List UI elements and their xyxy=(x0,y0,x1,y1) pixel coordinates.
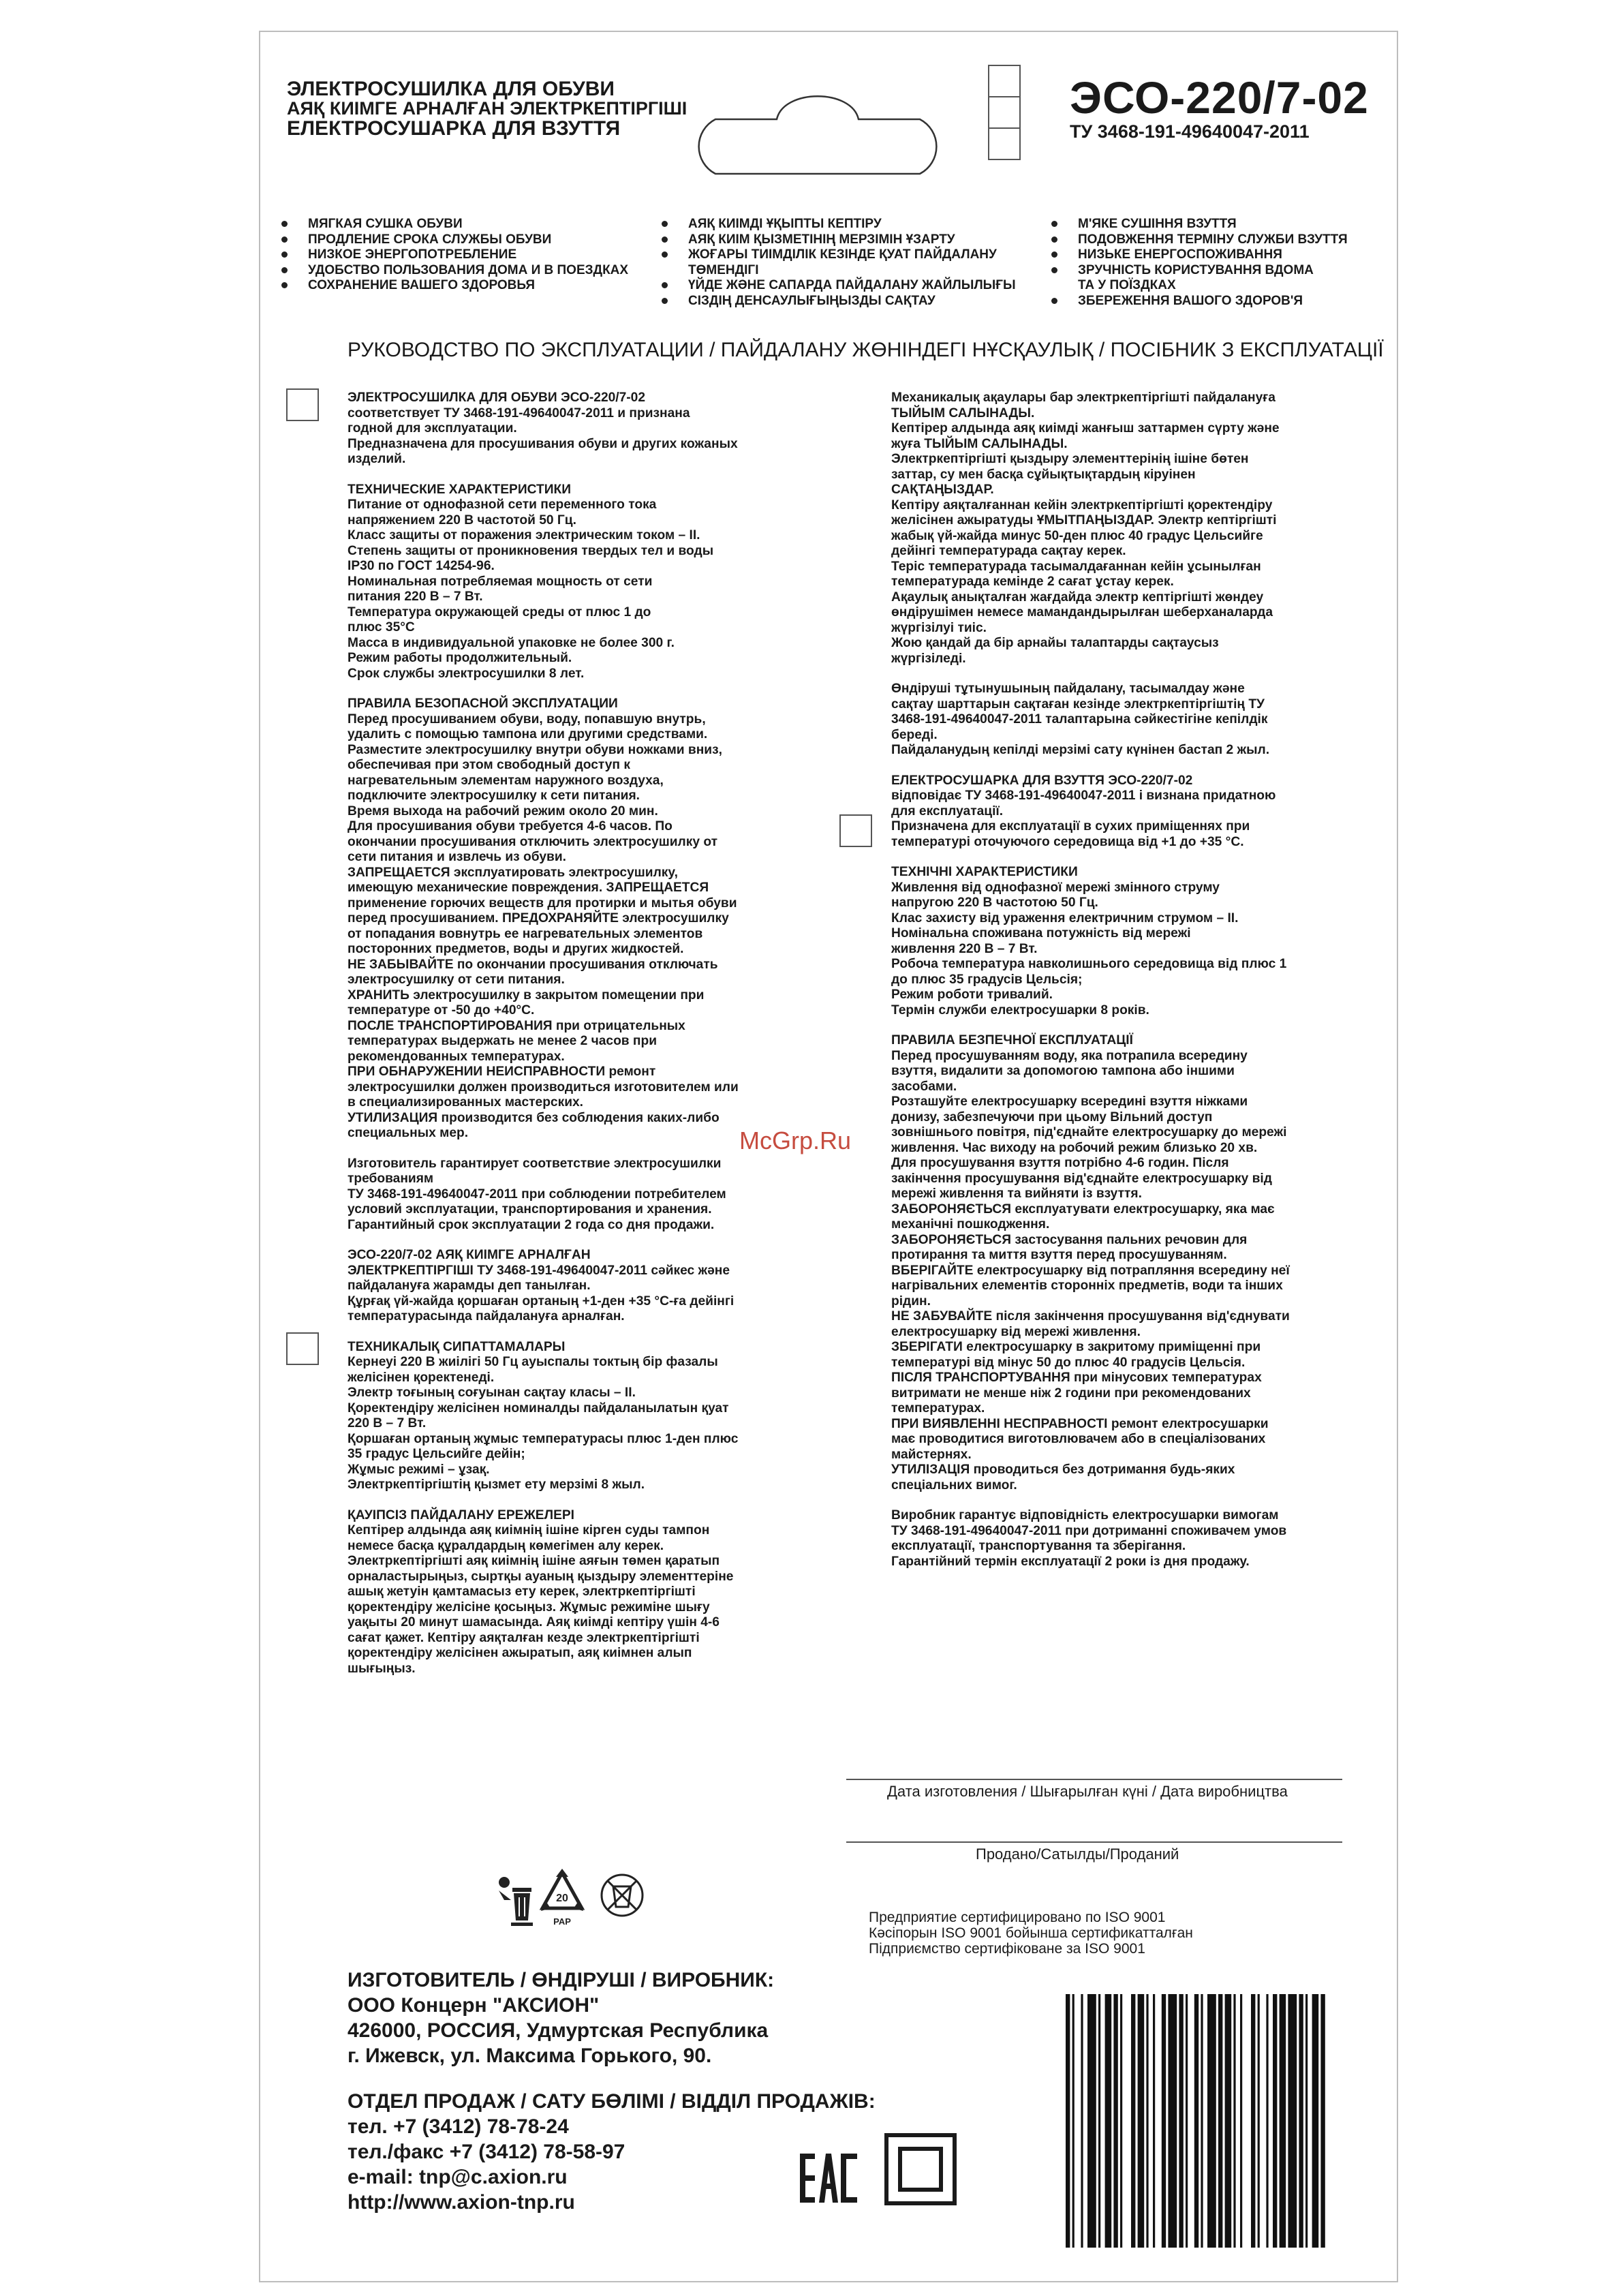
watermark: McGrp.Ru xyxy=(739,1127,852,1154)
text-line: НЕ ЗАБУВАЙТЕ після закінчення просушування від'єднувати xyxy=(891,1309,1290,1323)
text-line: температурі від мінус 50 до плюс 40 градусів Цельсія. xyxy=(891,1355,1246,1370)
text-line: Виробник гарантує відповідність електросушарки вимогам xyxy=(891,1508,1279,1522)
barcode-bar xyxy=(1207,1994,1216,2248)
barcode-bar xyxy=(1113,1994,1117,2248)
feature-item: СОХРАНЕНИЕ ВАШЕГО ЗДОРОВЬЯ xyxy=(279,278,628,294)
text-line: желісінен қоректенеді. xyxy=(347,1370,495,1385)
text-line: жүргізілуі тиіс. xyxy=(891,620,987,635)
title-kz: АЯҚ КИІМГЕ АРНАЛҒАН ЭЛЕКТРКЕПТІРГІШІ xyxy=(287,98,687,119)
text-line: до плюс 35 градусів Цельсія; xyxy=(891,972,1083,987)
paragraph-gap xyxy=(891,1493,1334,1508)
text-line: сети питания и извлечь из обуви. xyxy=(347,850,566,864)
text-line: Өндіруші тұтынушының пайдалану, тасымалдау және xyxy=(891,682,1245,696)
text-line: Розташуйте електросушарку всередині взуття ніжками xyxy=(891,1095,1248,1109)
text-line: Разместите электросушилку внутри обуви ножками вниз, xyxy=(347,742,722,757)
text-line: температурада кемінде 2 сағат ұстау керек. xyxy=(891,575,1174,589)
tu-number: ТУ 3468-191-49640047-2011 xyxy=(1070,121,1310,142)
text-line: Кептірер алдында аяқ киімнің ішіне кірген суды тампон xyxy=(347,1523,710,1537)
text-line: температуре от -50 до +40°С. xyxy=(347,1003,535,1017)
text-line: Предназначена для просушивания обуви и других кожаных xyxy=(347,436,738,451)
barcode-bar xyxy=(1201,1994,1203,2248)
text-line: 35 градус Цельсийге дейін; xyxy=(347,1447,525,1461)
text-line: ТЫЙЫМ САЛЫНАДЫ. xyxy=(891,405,1035,420)
feature-item: ҮЙДЕ ЖӘНЕ САПАРДА ПАЙДАЛАНУ ЖАЙЛЫЛЫҒЫ xyxy=(660,278,1016,294)
text-line: Ақаулық анықталған жағдайда электр кептіргішті жөндеу xyxy=(891,590,1264,604)
barcode-bar xyxy=(1186,1994,1188,2248)
text-line: закінчення просушування від'єднайте електросушарку від xyxy=(891,1171,1272,1186)
text-line: қоректендіру желісіне қосыңыз. Жұмыс режиміне шығу xyxy=(347,1599,710,1614)
text-line: обеспечивая при этом свободный доступ к xyxy=(347,758,630,772)
text-line: применение горючих веществ для протирки и мытья обуви xyxy=(347,896,737,910)
text-line: изделий. xyxy=(347,452,406,466)
text-line: САҚТАҢЫЗДАР. xyxy=(891,483,994,497)
feature-item: ТА У ПОЇЗДКАХ xyxy=(1078,278,1176,292)
text-line: Масса в индивидуальной упаковке не более 300 г. xyxy=(347,635,675,650)
text-line: имеющую механические повреждения. ЗАПРЕЩАЕТСЯ xyxy=(347,881,709,895)
recycle-number: 20 xyxy=(556,1893,568,1904)
text-line: живлення. Час виходу на робочий режим близько 20 хв. xyxy=(891,1140,1258,1155)
barcode-bar xyxy=(1072,1994,1075,2248)
text-line: немесе басқа құралдардың көмегімен алу керек. xyxy=(347,1538,664,1553)
date-label: Дата изготовления / Шығарылған күні / Дата виробництва xyxy=(887,1783,1288,1800)
barcode-bar xyxy=(1168,1994,1177,2248)
text-line: взуття, видалити за допомогою тампона або іншими xyxy=(891,1064,1235,1078)
barcode-bar xyxy=(1320,1994,1325,2248)
barcode-bar xyxy=(1138,1994,1145,2248)
paragraph-gap xyxy=(891,759,1334,774)
manufacturer-line: 426000, РОССИЯ, Удмуртская Республика xyxy=(347,2019,769,2042)
paragraph-gap xyxy=(891,1018,1334,1033)
text-line: напругою 220 В частотою 50 Гц. xyxy=(891,896,1098,910)
text-line: 220 В – 7 Вт. xyxy=(347,1416,427,1430)
text-line: ПРИ ВИЯВЛЕННІ НЕСПРАВНОСТІ ремонт електросушарки xyxy=(891,1416,1269,1431)
manufacturer-line: г. Ижевск, ул. Максима Горького, 90. xyxy=(347,2045,712,2067)
feature-item: ПРОДЛЕНИЕ СРОКА СЛУЖБЫ ОБУВИ xyxy=(279,232,628,248)
text-line: электросушилку от сети питания. xyxy=(347,973,565,987)
text-line: НЕ ЗАБЫВАЙТЕ по окончании просушивания отключать xyxy=(347,957,718,972)
barcode-bar xyxy=(1312,1994,1319,2248)
barcode-bar xyxy=(1162,1994,1166,2248)
text-line: жабық үй-жайда минус 50-ден плюс 40 градус Цельсийге xyxy=(891,528,1263,543)
feature-item: СІЗДІҢ ДЕНСАУЛЫҒЫҢЫЗДЫ САҚТАУ xyxy=(660,294,1016,309)
text-line: Электркептіргіштің қызмет ету мерзімі 8 жыл. xyxy=(347,1478,645,1492)
text-line: қоректендіру желісінен ажыратып, аяқ киімнен алып xyxy=(347,1646,692,1660)
text-line: зовнішнього повітря, під'єднайте електросушарку до мережі xyxy=(891,1125,1287,1139)
paragraph-gap xyxy=(891,850,1334,865)
text-line: мережі живлення та вийняти із взуття. xyxy=(891,1187,1142,1201)
sales-line: тел. +7 (3412) 78-78-24 xyxy=(347,2115,569,2138)
text-line: сақтау шарттарын сақтаған кезінде электркептіргіштің ТУ xyxy=(891,697,1265,711)
text-line: Класс защиты от поражения электрическим током – II. xyxy=(347,528,700,542)
paragraph-gap xyxy=(347,1142,792,1157)
text-line: соответствует ТУ 3468-191-49640047-2011 и признана xyxy=(347,405,690,420)
features-ua xyxy=(1049,217,1348,309)
sales-block xyxy=(347,2089,876,2215)
header-titles xyxy=(287,79,687,138)
model-number: ЭСО-220/7-02 xyxy=(1070,72,1369,123)
feature-item: ТӨМЕНДІГІ xyxy=(688,262,759,277)
text-line: Гарантийный срок эксплуатации 2 года со дня продажи. xyxy=(347,1217,715,1232)
text-line: ЭЛЕКТРКЕПТІРГІШІ ТУ 3468-191-49640047-2011 сәйкес және xyxy=(347,1263,730,1278)
text-line: в специализированных мастерских. xyxy=(347,1095,584,1109)
text-line: протирання та миття взуття перед просушуванням. xyxy=(891,1248,1227,1262)
text-line: температурах выдержать не менее 2 часов при xyxy=(347,1034,658,1048)
barcode-bar xyxy=(1305,1994,1308,2248)
paragraph-gap xyxy=(347,1493,792,1508)
text-line: Жою қандай да бір арнайы талаптарды сақтаусыз xyxy=(891,636,1219,650)
text-line: 3468-191-49640047-2011 талаптарына сәйкестігіне кепілдік xyxy=(891,712,1268,726)
paragraph-gap xyxy=(347,682,792,697)
text-line: Время выхода на рабочий режим около 20 мин. xyxy=(347,803,658,818)
sales-line: ОТДЕЛ ПРОДАЖ / САТУ БӨЛІМІ / ВІДДІЛ ПРОДАЖІВ: xyxy=(347,2090,876,2113)
iso-text xyxy=(869,1910,1193,1957)
text-line: рекомендованных температурах. xyxy=(347,1049,565,1064)
barcode-bar xyxy=(1179,1994,1183,2248)
recycle-code: PAP xyxy=(553,1916,571,1927)
text-line: Степень защиты от проникновения твердых тел и воды xyxy=(347,543,714,558)
text-line: ХРАНИТЬ электросушилку в закрытом помещении при xyxy=(347,988,705,1002)
text-line: ЗБЕРІГАТИ електросушарку в закритому приміщенні при xyxy=(891,1340,1261,1354)
text-line: ЗАБОРОНЯЄТЬСЯ застосування пальних речовин для xyxy=(891,1232,1248,1247)
feature-item: ЗРУЧНІСТЬ КОРИСТУВАННЯ ВДОМА xyxy=(1049,263,1348,279)
sales-line: тел./факс +7 (3412) 78-58-97 xyxy=(347,2141,625,2163)
feature-item: НИЗЬКЕ ЕНЕРГОСПОЖИВАННЯ xyxy=(1049,247,1348,263)
text-line: Термін служби електросушарки 8 років. xyxy=(891,1002,1149,1017)
barcode-bar xyxy=(1120,1994,1122,2248)
paragraph-gap xyxy=(347,1325,792,1340)
text-line: Изготовитель гарантирует соответствие электросушилки xyxy=(347,1156,722,1171)
feature-item: ПОДОВЖЕННЯ ТЕРМІНУ СЛУЖБИ ВЗУТТЯ xyxy=(1049,232,1348,248)
feature-item: ЖОҒАРЫ ТИІМДІЛІК КЕЗІНДЕ ҚУАТ ПАЙДАЛАНУ xyxy=(660,247,1016,263)
text-line: ВБЕРІГАЙТЕ електросушарку від потрапляння всередину неї xyxy=(891,1263,1290,1278)
barcode-bar xyxy=(1087,1994,1096,2248)
text-line: пайдалануға жарамды деп танылған. xyxy=(347,1279,591,1293)
text-line: перед просушиванием. ПРЕДОХРАНЯЙТЕ электросушилку xyxy=(347,911,729,925)
iso-line: Кәсіпорын ISO 9001 бойынша сертификатталған xyxy=(869,1925,1193,1941)
text-line: удалить с помощью тампона или другими средствами. xyxy=(347,727,708,741)
text-line: нагревательным элементам наружного воздуха, xyxy=(347,773,664,788)
barcode-bar xyxy=(1251,1994,1255,2248)
barcode-bar xyxy=(1225,1994,1232,2248)
sales-line: http://www.axion-tnp.ru xyxy=(347,2191,575,2214)
text-line: Гарантійний термін експлуатації 2 роки із дня продажу. xyxy=(891,1554,1250,1569)
text-line: ЕЛЕКТРОСУШАРКА ДЛЯ ВЗУТТЯ ЭСО-220/7-02 xyxy=(891,773,1193,788)
text-line: Теріс температурада тасымалдағаннан кейін ұсынылған xyxy=(891,559,1261,574)
sold-line xyxy=(846,1841,1342,1843)
text-line: питания 220 В – 7 Вт. xyxy=(347,590,483,604)
text-line: ТЕХНИЧЕСКИЕ ХАРАКТЕРИСТИКИ xyxy=(347,482,572,497)
text-line: Кептіру аяқталғаннан кейін электркептіргішті қоректендіру xyxy=(891,498,1273,512)
text-line: Пайдаланудың кепілді мерзімі сату күнінен бастап 2 жыл. xyxy=(891,743,1270,757)
text-line: ПРАВИЛА БЕЗОПАСНОЙ ЭКСПЛУАТАЦИИ xyxy=(347,697,618,711)
text-line: УТИЛІЗАЦІЯ проводиться без дотримання будь-яких xyxy=(891,1463,1235,1477)
barcode xyxy=(1063,1994,1349,2253)
features-kz xyxy=(660,217,1016,309)
text-line: відповідає ТУ 3468-191-49640047-2011 і визнана придатною xyxy=(891,789,1276,803)
text-line: для експлуатації. xyxy=(891,803,1004,818)
barcode-bar xyxy=(1299,1994,1303,2248)
text-line: Режим роботи тривалий. xyxy=(891,988,1053,1002)
barcode-bar xyxy=(1233,1994,1235,2248)
text-line: дейінгі температурада сақтау керек. xyxy=(891,544,1126,558)
manufacturer-line: ИЗГОТОВИТЕЛЬ / ӨНДІРУШІ / ВИРОБНИК: xyxy=(347,1969,775,1991)
no-household-waste-icon xyxy=(598,1871,646,1919)
box-stack xyxy=(988,65,1021,160)
feature-item: НИЗКОЕ ЭНЕРГОПОТРЕБЛЕНИЕ xyxy=(279,247,628,263)
paragraph-gap xyxy=(891,667,1334,682)
feature-item: УДОБСТВО ПОЛЬЗОВАНИЯ ДОМА И В ПОЕЗДКАХ xyxy=(279,263,628,279)
title-ru: ЭЛЕКТРОСУШИЛКА ДЛЯ ОБУВИ xyxy=(287,78,615,100)
text-line: от попадания вовнутрь ее нагревательных элементов xyxy=(347,926,703,941)
text-line: окончании просушивания отключить электросушилку от xyxy=(347,834,717,849)
text-line: ПРИ ОБНАРУЖЕНИИ НЕИСПРАВНОСТИ ремонт xyxy=(347,1065,656,1079)
manufacturer-line: ООО Концерн "АКСИОН" xyxy=(347,1994,600,2017)
text-line: Робоча температура навколишнього середовища від плюс 1 xyxy=(891,957,1287,971)
text-line: орналастырыңыз, сыртқы ауаның қыздыру элементтеріне xyxy=(347,1569,734,1584)
checkbox-ua[interactable] xyxy=(839,814,872,847)
text-line: Электркептіргішті қыздыру элементтерінің ішіне бөтен xyxy=(891,452,1249,466)
right-column xyxy=(891,391,1334,1570)
barcode-bar xyxy=(1066,1994,1070,2248)
text-line: специальных мер. xyxy=(347,1126,469,1140)
text-line: ТЕХНІЧНІ ХАРАКТЕРИСТИКИ xyxy=(891,865,1078,879)
text-line: Для просушивания обуви требуется 4-6 часов. По xyxy=(347,819,673,833)
text-line: температурі оточуючого середовища від +1 до +35 °С. xyxy=(891,834,1244,849)
barcode-bar xyxy=(1131,1994,1135,2248)
barcode-bar xyxy=(1153,1994,1155,2248)
barcode-bar xyxy=(1105,1994,1112,2248)
text-line: експлуатації, транспортування та зберігання. xyxy=(891,1539,1186,1553)
text-line: уақыты 20 минут шамасында. Аяқ киімді кептіру үшін 4-6 xyxy=(347,1615,720,1629)
text-line: подключите электросушилку к сети питания. xyxy=(347,789,640,803)
feature-item: АЯҚ КИІМДІ ҰҚЫПТЫ КЕПТІРУ xyxy=(660,217,1016,232)
left-column xyxy=(347,391,792,1677)
text-line: температурах. xyxy=(891,1401,985,1415)
text-line: Температура окружающей среды от плюс 1 до xyxy=(347,604,651,619)
text-line: заттар, су мен басқа сұйықтықтардың кіруінен xyxy=(891,467,1196,482)
checkbox-ru[interactable] xyxy=(286,388,319,421)
sales-line: e-mail: tnp@c.axion.ru xyxy=(347,2166,568,2188)
paragraph-gap xyxy=(347,468,792,483)
text-line: жүргізіледі. xyxy=(891,651,966,666)
text-line: напряжением 220 В частотой 50 Гц. xyxy=(347,512,576,527)
text-line: ТЕХНИКАЛЫҚ СИПАТТАМАЛАРЫ xyxy=(347,1339,566,1354)
paragraph-gap xyxy=(347,1233,792,1248)
text-line: ЭСО-220/7-02 АЯҚ КИІМГЕ АРНАЛҒАН xyxy=(347,1248,591,1262)
text-line: засобами. xyxy=(891,1079,957,1094)
barcode-bar xyxy=(1098,1994,1100,2248)
text-line: ПОСЛЕ ТРАНСПОРТИРОВАНИЯ при отрицательных xyxy=(347,1018,685,1033)
hang-tab-outline xyxy=(695,72,954,181)
text-line: Питание от однофазной сети переменного тока xyxy=(347,498,657,512)
text-line: Қоршаған ортаның жұмыс температурасы плюс 1-ден плюс xyxy=(347,1431,739,1446)
text-line: өндірушімен немесе мамандандырылған шеберханаларда xyxy=(891,605,1273,619)
text-line: посторонних предметов, воды и других жидкостей. xyxy=(347,942,684,956)
text-line: Перед просушуванням воду, яка потрапила всередину xyxy=(891,1048,1248,1063)
text-line: температурасында пайдалануға арналған. xyxy=(347,1309,625,1323)
text-line: годной для эксплуатации. xyxy=(347,421,517,435)
text-line: електросушарку від мережі живлення. xyxy=(891,1324,1141,1339)
text-line: має проводитися виготовлювачем або в спеціалізованих xyxy=(891,1432,1266,1446)
text-line: Электр тоғының соғуынан сақтау класы – II. xyxy=(347,1386,636,1400)
manual-title: РУКОВОДСТВО ПО ЭКСПЛУАТАЦИИ / ПАЙДАЛАНУ ЖӨНІНДЕГІ НҰСҚАУЛЫҚ / ПОСІБНИК З ЕКСПЛУАТАЦІЇ xyxy=(347,339,1384,361)
text-line: ПРАВИЛА БЕЗПЕЧНОЇ ЕКСПЛУАТАЦІЇ xyxy=(891,1033,1133,1047)
text-line: Құрғақ үй-жайда қоршаған ортаның +1-ден +35 °С-ға дейінгі xyxy=(347,1294,735,1308)
text-line: Клас захисту від ураження електричним струмом – II. xyxy=(891,910,1239,925)
text-line: Живлення від однофазної мережі змінного струму xyxy=(891,880,1220,895)
conformity-mark-icon xyxy=(883,2132,958,2207)
text-line: ТУ 3468-191-49640047-2011 при соблюдении потребителем xyxy=(347,1187,726,1201)
eac-mark-icon xyxy=(799,2151,860,2205)
text-line: Призначена для експлуатації в сухих приміщеннях при xyxy=(891,819,1250,833)
text-line: плюс 35°С xyxy=(347,620,415,634)
barcode-bar xyxy=(1081,1994,1083,2248)
text-line: спеціальних вимог. xyxy=(891,1478,1017,1493)
barcode-bar xyxy=(1288,1994,1297,2248)
text-line: ЭЛЕКТРОСУШИЛКА ДЛЯ ОБУВИ ЭСО-220/7-02 xyxy=(347,391,646,405)
text-line: Жұмыс режимі – ұзақ. xyxy=(347,1462,490,1477)
feature-item: ЗБЕРЕЖЕННЯ ВАШОГО ЗДОРОВ'Я xyxy=(1049,294,1348,309)
text-line: береді. xyxy=(891,727,938,742)
barcode-bar xyxy=(1266,1994,1268,2248)
trash-bin-icon xyxy=(491,1873,538,1927)
text-line: ашық жетуін қамтамасыз ету керек, электркептіргішті xyxy=(347,1585,696,1599)
text-line: ЗАПРЕЩАЕТСЯ эксплуатировать электросушилку, xyxy=(347,865,678,880)
text-line: нагрівальних елементів сторонніх предметів, води та інших xyxy=(891,1279,1283,1293)
text-line: IP30 по ГОСТ 14254-96. xyxy=(347,559,495,573)
text-line: механічні пошкодження. xyxy=(891,1217,1050,1231)
title-ua: ЕЛЕКТРОСУШАРКА ДЛЯ ВЗУТТЯ xyxy=(287,117,621,140)
features-ru xyxy=(279,217,628,294)
text-line: майстернях. xyxy=(891,1447,972,1462)
text-line: ЗАБОРОНЯЄТЬСЯ експлуатувати електросушарку, яка має xyxy=(891,1201,1275,1216)
text-line: рідин. xyxy=(891,1294,931,1308)
text-line: сағат қажет. Кептіру аяқталған кезде электркептіргішті xyxy=(347,1630,700,1645)
text-line: электросушилки должен производиться изготовителем или xyxy=(347,1080,739,1095)
barcode-bar xyxy=(1258,1994,1260,2248)
text-line: Номинальная потребляемая мощность от сети xyxy=(347,574,653,589)
text-line: УТИЛИЗАЦИЯ производится без соблюдения каких-либо xyxy=(347,1110,720,1125)
feature-item: М'ЯКЕ СУШІННЯ ВЗУТТЯ xyxy=(1049,217,1348,232)
text-line: донизу, забезпечуючи при цьому Вільний доступ xyxy=(891,1109,1213,1124)
text-line: витримати не менше ніж 2 години при рекомендованих xyxy=(891,1386,1251,1400)
text-line: Перед просушиванием обуви, воду, попавшую внутрь, xyxy=(347,711,706,726)
text-line: требованиям xyxy=(347,1172,434,1186)
text-line: Кернеуі 220 В жиілігі 50 Гц ауыспалы токтың бір фазалы xyxy=(347,1355,718,1369)
barcode-bar xyxy=(1194,1994,1199,2248)
text-line: Электркептіргішті аяқ киімнің ішіне аяғын төмен қаратып xyxy=(347,1554,720,1568)
feature-item: МЯГКАЯ СУШКА ОБУВИ xyxy=(279,217,628,232)
text-line: Кептірер алдында аяқ киімді жанғыш заттармен сүрту және xyxy=(891,421,1280,435)
text-line: жуға ТЫЙЫМ САЛЫНАДЫ. xyxy=(891,436,1068,451)
text-line: живлення 220 В – 7 Вт. xyxy=(891,941,1038,956)
recycle-pap-icon xyxy=(538,1869,586,1930)
checkbox-kz[interactable] xyxy=(286,1332,319,1365)
text-line: Срок службы электросушилки 8 лет. xyxy=(347,666,585,681)
text-line: Механикалық ақаулары бар электркептіргішті пайдалануға xyxy=(891,391,1276,405)
barcode-bar xyxy=(1240,1994,1242,2248)
text-line: Режим работы продолжительный. xyxy=(347,651,572,665)
manufacturer-block xyxy=(347,1968,774,2068)
text-line: ҚАУІПСІЗ ПАЙДАЛАНУ ЕРЕЖЕЛЕРІ xyxy=(347,1507,574,1522)
sold-label: Продано/Сатылды/Проданий xyxy=(976,1846,1179,1863)
text-line: Қоректендіру желісінен номиналды пайдаланылатын қуат xyxy=(347,1400,729,1415)
text-line: ТУ 3468-191-49640047-2011 при дотриманні споживачем умов xyxy=(891,1523,1287,1538)
text-line: ПІСЛЯ ТРАНСПОРТУВАННЯ при мінусових температурах xyxy=(891,1371,1262,1385)
text-line: желісінен ажыратуды ҰМЫТПАҢЫЗДАР. Электр кептіргішті xyxy=(891,513,1277,527)
iso-line: Предприятие сертифицировано по ISO 9001 xyxy=(869,1910,1166,1925)
barcode-bar xyxy=(1273,1994,1277,2248)
barcode-bar xyxy=(1146,1994,1148,2248)
iso-line: Підприємство сертифіковане за ISO 9001 xyxy=(869,1941,1145,1957)
feature-item: АЯҚ КИІМ ҚЫЗМЕТІНІҢ МЕРЗІМІН ҰЗАРТУ xyxy=(660,232,1016,248)
text-line: Для просушування взуття потрібно 4-6 годин. Після xyxy=(891,1156,1229,1170)
date-line xyxy=(846,1779,1342,1780)
text-line: условий эксплуатации, транспортирования и хранения. xyxy=(347,1202,712,1216)
barcode-bar xyxy=(1218,1994,1222,2248)
barcode-bar xyxy=(1280,1994,1286,2248)
text-line: шығыңыз. xyxy=(347,1661,416,1676)
text-line: Номінальна споживана потужність від мережі xyxy=(891,926,1191,940)
